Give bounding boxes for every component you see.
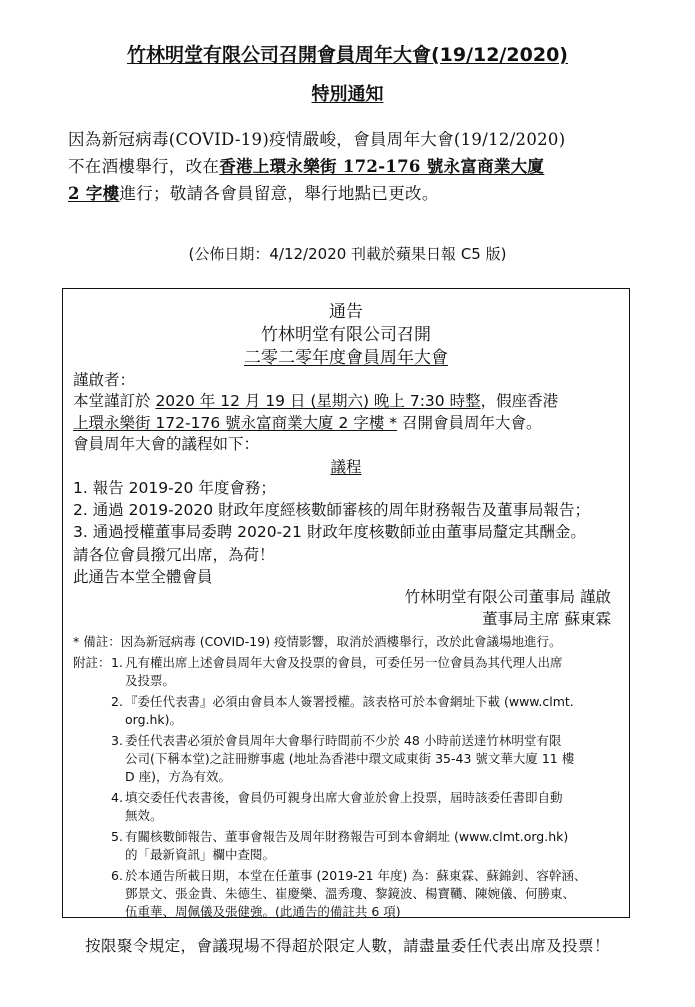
intro-line-1: 因為新冠病毒(COVID-19)疫情嚴峻，會員周年大會(19/12/2020) — [68, 130, 566, 149]
intro-line-3-b: 進行；敬請各會員留意，舉行地點已更改。 — [119, 184, 439, 203]
intro-paragraph — [68, 126, 648, 207]
notice-body-line-3: 會員周年大會的議程如下： — [73, 435, 260, 453]
appendix-item — [111, 693, 626, 729]
appendix-item — [111, 828, 626, 864]
remark: * 備註：因為新冠病毒 (COVID-19) 疫情影響，取消於酒樓舉行，改於此會議場地進行。 — [73, 634, 562, 649]
agenda-item: 1. 報告 2019-20 年度會務； — [73, 479, 276, 497]
agenda-item: 2. 通過 2019-2020 財政年度經核數師審核的周年財務報告及董事局報告； — [73, 501, 591, 519]
agenda-item: 3. 通過授權董事局委聘 2020-21 財政年度核數師並由董事局釐定其酬金。 — [73, 523, 586, 541]
closing-line-2: 此通告本堂全體會員 — [73, 568, 213, 586]
intro-address: 香港上環永樂街 172-176 號永富商業大廈 — [219, 157, 545, 176]
title-text: 竹林明堂有限公司召開會員周年大會(19/12/2020) — [126, 44, 568, 66]
appendix-label: 附註： — [73, 655, 111, 670]
notice-greeting: 謹啟者： — [73, 371, 136, 389]
publish-note: (公佈日期：4/12/2020 刊載於蘋果日報 C5 版) — [188, 245, 507, 263]
page-subtitle — [0, 80, 695, 106]
meeting-datetime: 2020 年 12 月 19 日 (星期六) 晚上 7:30 時整 — [155, 392, 481, 410]
subtitle-text: 特別通知 — [311, 84, 384, 105]
appendix-number: 4. — [111, 790, 123, 805]
agenda-title — [63, 455, 629, 477]
body1-a: 本堂謹訂於 — [73, 392, 156, 410]
appendix-number: 2. — [111, 694, 123, 709]
notice-meeting-text: 二零二零年度會員周年大會 — [244, 348, 448, 368]
intro-floor: 2 字樓 — [68, 184, 120, 203]
appendix-list — [111, 654, 626, 921]
meeting-address: 上環永樂街 172-176 號永富商業大廈 2 字樓 * — [73, 414, 398, 432]
appendix-item — [111, 867, 626, 921]
appendix-text: 『委任代表書』必須由會員本人簽署授權。該表格可於本會網址下載 (www.clmt. org.hk)。 — [125, 694, 574, 727]
agenda-title-text: 議程 — [330, 458, 362, 476]
intro-line-2-a: 不在酒樓舉行，改在 — [68, 157, 220, 176]
body1-c: ，假座香港 — [480, 392, 559, 410]
signature-board: 竹林明堂有限公司董事局 謹啟 — [404, 588, 611, 606]
appendix-text: 有關核數師報告、董事會報告及周年財務報告可到本會網址 (www.clmt.org.hk) 的「最新資訊」欄中查閱。 — [125, 829, 569, 862]
appendix-text: 委任代表書必須於會員周年大會舉行時間前不少於 48 小時前送達竹林明堂有限 公司(下稱本堂)之註冊辦事處 (地址為香港中環文咸東街 35-43 號文華大廈 11 樓 D 座)，方為有效。 — [125, 733, 575, 784]
appendix-number: 1. — [111, 655, 123, 670]
footer-notice: 按限聚令規定，會議現場不得超於限定人數，請盡量委任代表出席及投票！ — [85, 937, 610, 955]
intro-line-3 — [68, 180, 648, 207]
notice-body-line-2 — [73, 411, 623, 433]
appendix-text: 於本通告所載日期，本堂在任董事 (2019-21 年度) 為：蘇東霖、蘇錦釗、容幹涵、 鄧景文、張金貴、朱德生、崔慶樂、溫秀瓊、黎鏡波、楊寶韉、陳婉儀、何勝東、 伍重華、周佩儀及張健強。(此通告的備註共 6 項) — [125, 868, 587, 919]
intro-line-2 — [68, 153, 648, 180]
appendix-text: 填交委任代表書後，會員仍可親身出席大會並於會上投票，屆時該委任書即自動 無效。 — [125, 790, 563, 823]
appendix-item — [111, 654, 626, 690]
appendix-number: 3. — [111, 733, 123, 748]
notice-company: 竹林明堂有限公司召開 — [261, 325, 431, 345]
appendix-number: 5. — [111, 829, 123, 844]
page-title — [0, 40, 695, 67]
closing-line-1: 請各位會員撥冗出席，為荷！ — [73, 546, 275, 564]
appendix-number: 6. — [111, 868, 123, 883]
notice-heading: 通告 — [329, 302, 363, 322]
appendix-text: 凡有權出席上述會員周年大會及投票的會員，可委任另一位會員為其代理人出席 及投票。 — [125, 655, 563, 688]
appendix-item — [111, 789, 626, 825]
notice-body-line-1 — [73, 389, 623, 411]
body2-b: 召開會員周年大會。 — [397, 414, 542, 432]
appendix-item — [111, 732, 626, 786]
notice-meeting — [63, 343, 629, 368]
signature-chairman: 董事局主席 蘇東霖 — [482, 610, 611, 628]
notice-box — [62, 288, 630, 918]
